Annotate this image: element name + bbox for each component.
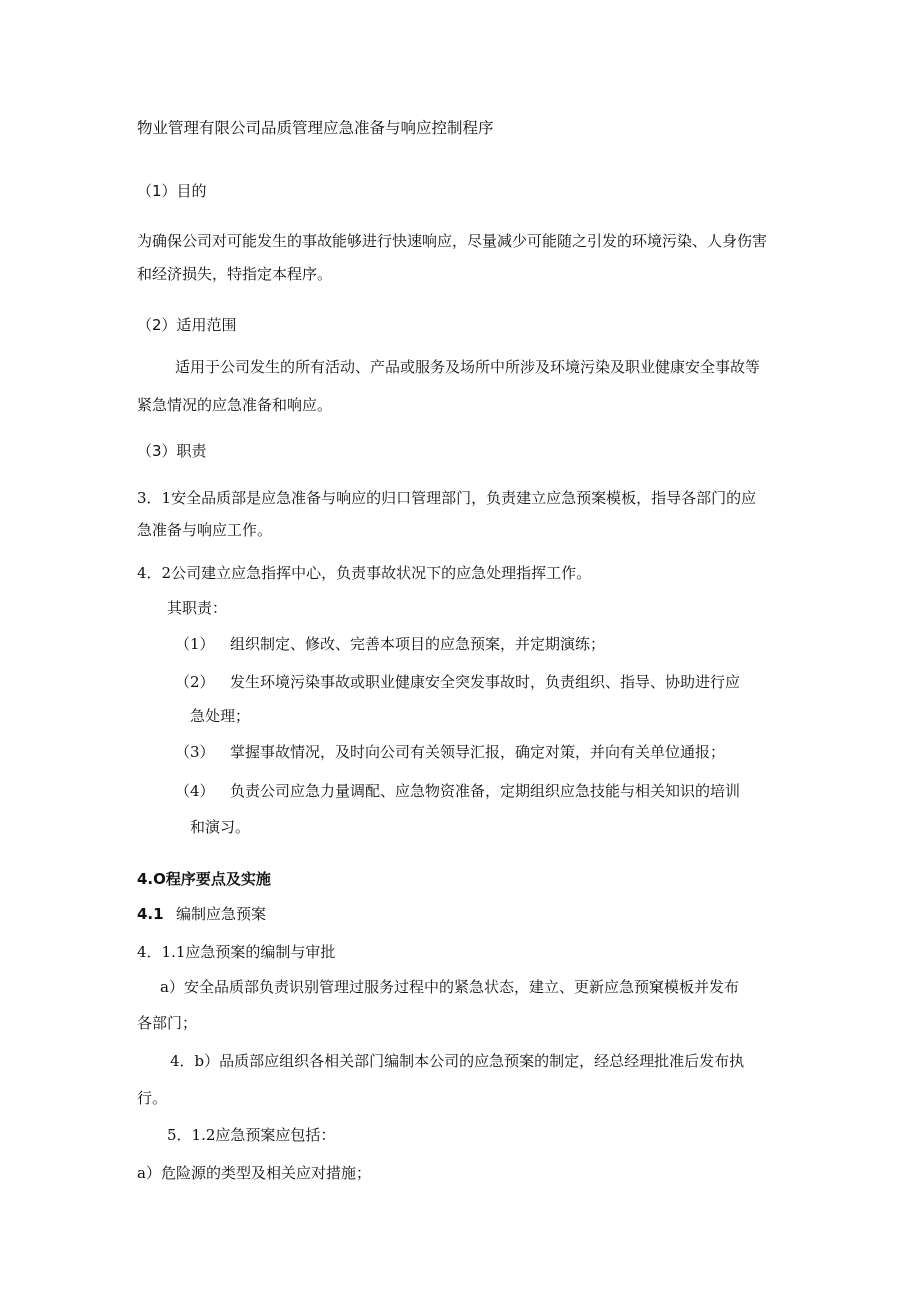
item-a-hazard-types: a）危险源的类型及相关应对措施； <box>137 1164 371 1182</box>
document-title: 物业管理有限公司品质管理应急准备与响应控制程序 <box>137 119 494 137</box>
section-heading-responsibilities: （3）职责 <box>137 442 207 460</box>
section-heading-scope: （2）适用范围 <box>137 316 237 334</box>
scope-text-line-2: 紧急情况的应急准备和响应。 <box>137 396 333 414</box>
subsection-number: 4.1 <box>137 905 164 923</box>
duty-text: 发生环境污染事故或职业健康安全突发事故时，负责组织、指导、协助进行应 <box>230 673 741 691</box>
item-4-1-1: 4．1.1应急预案的编制与审批 <box>137 943 336 961</box>
duty-text: 掌握事故情况，及时向公司有关领导汇报，确定对策，并向有关单位通报； <box>230 743 726 761</box>
duty-number: （2） <box>175 673 215 691</box>
item-b-line-1: 4．b）品质部应组织各相关部门编制本公司的应急预案的制定，经总经理批准后发布执 <box>170 1052 745 1070</box>
responsibility-3-1-line-2: 急准备与响应工作。 <box>137 521 273 539</box>
item-5-1-2: 5．1.2应急预案应包括： <box>167 1126 336 1144</box>
responsibility-3-1-line-1: 3．1安全品质部是应急准备与响应的归口管理部门，负责建立应急预案模板，指导各部门的应 <box>137 489 757 507</box>
duties-label: 其职责： <box>167 599 228 617</box>
item-a-line-2: 各部门； <box>137 1014 198 1032</box>
duty-number: （4） <box>175 782 215 800</box>
duty-text-continued: 急处理； <box>190 707 251 725</box>
duty-text: 负责公司应急力量调配、应急物资准备，定期组织应急技能与相关知识的培训 <box>230 782 741 800</box>
duty-text: 组织制定、修改、完善本项目的应急预案，并定期演练； <box>230 635 606 653</box>
duty-number: （3） <box>175 743 215 761</box>
purpose-text-line-1: 为确保公司对可能发生的事故能够进行快速响应，尽量减少可能随之引发的环境污染、人身伤害 <box>137 232 768 250</box>
section-heading-implementation: 4.O程序要点及实施 <box>137 870 271 888</box>
responsibility-4-2: 4．2公司建立应急指挥中心，负责事故状况下的应急处理指挥工作。 <box>137 564 592 582</box>
duty-number: （1） <box>175 635 215 653</box>
duty-text-continued: 和演习。 <box>190 818 251 836</box>
section-heading-purpose: （1）目的 <box>137 182 207 200</box>
item-a-line-1: a）安全品质部负责识别管理过服务过程中的紧急状态，建立、更新应急预窠模板并发布 <box>160 978 739 996</box>
scope-text-line-1: 适用于公司发生的所有活动、产品或服务及场所中所涉及环境污染及职业健康安全事故等 <box>175 358 761 376</box>
item-b-line-2: 行。 <box>137 1089 168 1107</box>
subsection-title: 编制应急预案 <box>176 905 267 923</box>
purpose-text-line-2: 和经济损失，特指定本程序。 <box>137 265 333 283</box>
